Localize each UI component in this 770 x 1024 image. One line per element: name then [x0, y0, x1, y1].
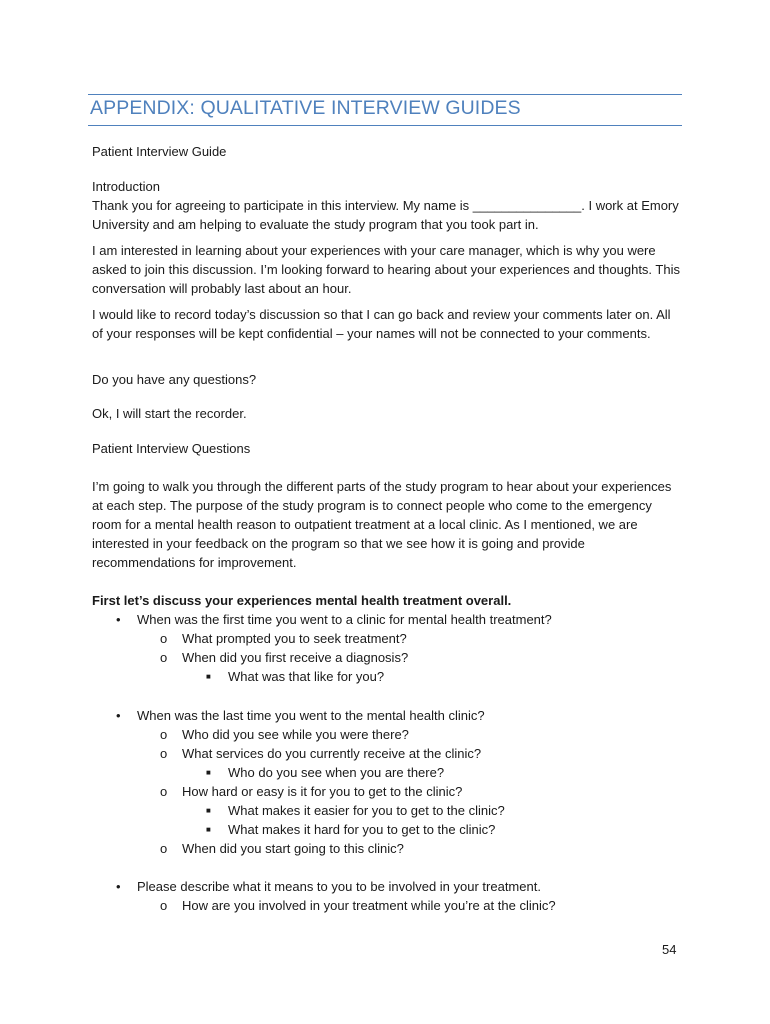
intro-paragraph-3: I would like to record today’s discussion so that I can go back and review your comments later on. All of your responses will be kept confidential – your names will not be connected to your comments.: [92, 307, 671, 342]
guide-title: Patient Interview Guide: [92, 144, 227, 159]
heading-bottom-rule: [88, 125, 682, 126]
intro-paragraph-2: I am interested in learning about your experiences with your care manager, which is why you were asked to join this discussion. I’m looking forward to hearing about your experiences and thoughts. This conversation will probably last about an hour.: [92, 243, 680, 297]
square-bullet-icon: ■: [206, 672, 211, 681]
list-item: What makes it easier for you to get to the clinic?: [228, 803, 505, 818]
square-bullet-icon: ■: [206, 825, 211, 834]
list-item: When did you start going to this clinic?: [182, 841, 404, 856]
list-item: What prompted you to seek treatment?: [182, 631, 407, 646]
section-heading: First let’s discuss your experiences mental health treatment overall.: [92, 593, 512, 608]
list-item: What services do you currently receive at the clinic?: [182, 746, 482, 761]
list-item: Who did you see while you were there?: [182, 727, 409, 742]
list-item: Who do you see when you are there?: [228, 765, 445, 780]
intro-paragraph-5: Ok, I will start the recorder.: [92, 406, 247, 421]
intro-paragraph-4: Do you have any questions?: [92, 372, 257, 387]
circle-bullet-icon: o: [160, 746, 168, 761]
intro-paragraph-1: Thank you for agreeing to participate in this interview. My name is _______________. I work at Emory University and am helping to evaluate the study program that you took part in.: [92, 198, 679, 233]
page-title: APPENDIX: QUALITATIVE INTERVIEW GUIDES: [90, 97, 521, 119]
square-bullet-icon: ■: [206, 806, 211, 815]
list-item: How are you involved in your treatment while you’re at the clinic?: [182, 898, 556, 913]
list-item: Please describe what it means to you to be involved in your treatment.: [137, 879, 541, 894]
bullet-icon: •: [116, 708, 121, 723]
list-item: What makes it hard for you to get to the clinic?: [228, 822, 496, 837]
list-item: When was the first time you went to a clinic for mental health treatment?: [137, 612, 552, 627]
circle-bullet-icon: o: [160, 784, 168, 799]
questions-title: Patient Interview Questions: [92, 441, 251, 456]
bullet-icon: •: [116, 612, 121, 627]
circle-bullet-icon: o: [160, 898, 168, 913]
circle-bullet-icon: o: [160, 650, 168, 665]
bullet-icon: •: [116, 879, 121, 894]
circle-bullet-icon: o: [160, 631, 168, 646]
heading-top-rule: [88, 94, 682, 95]
square-bullet-icon: ■: [206, 768, 211, 777]
circle-bullet-icon: o: [160, 841, 168, 856]
list-item: How hard or easy is it for you to get to the clinic?: [182, 784, 463, 799]
circle-bullet-icon: o: [160, 727, 168, 742]
list-item: When did you first receive a diagnosis?: [182, 650, 409, 665]
page-number: 54: [662, 942, 677, 957]
questions-intro: I’m going to walk you through the different parts of the study program to hear about your experiences at each step. The purpose of the study program is to connect people who come to the emergency room for a mental health reason to outpatient treatment at a local clinic. As I mentioned, we are interested in your feedback on the program so that we see how it is going and provide recommendations for improvement.: [92, 479, 672, 571]
list-item: When was the last time you went to the mental health clinic?: [137, 708, 485, 723]
list-item: What was that like for you?: [228, 669, 385, 684]
introduction-label: Introduction: [92, 179, 160, 194]
